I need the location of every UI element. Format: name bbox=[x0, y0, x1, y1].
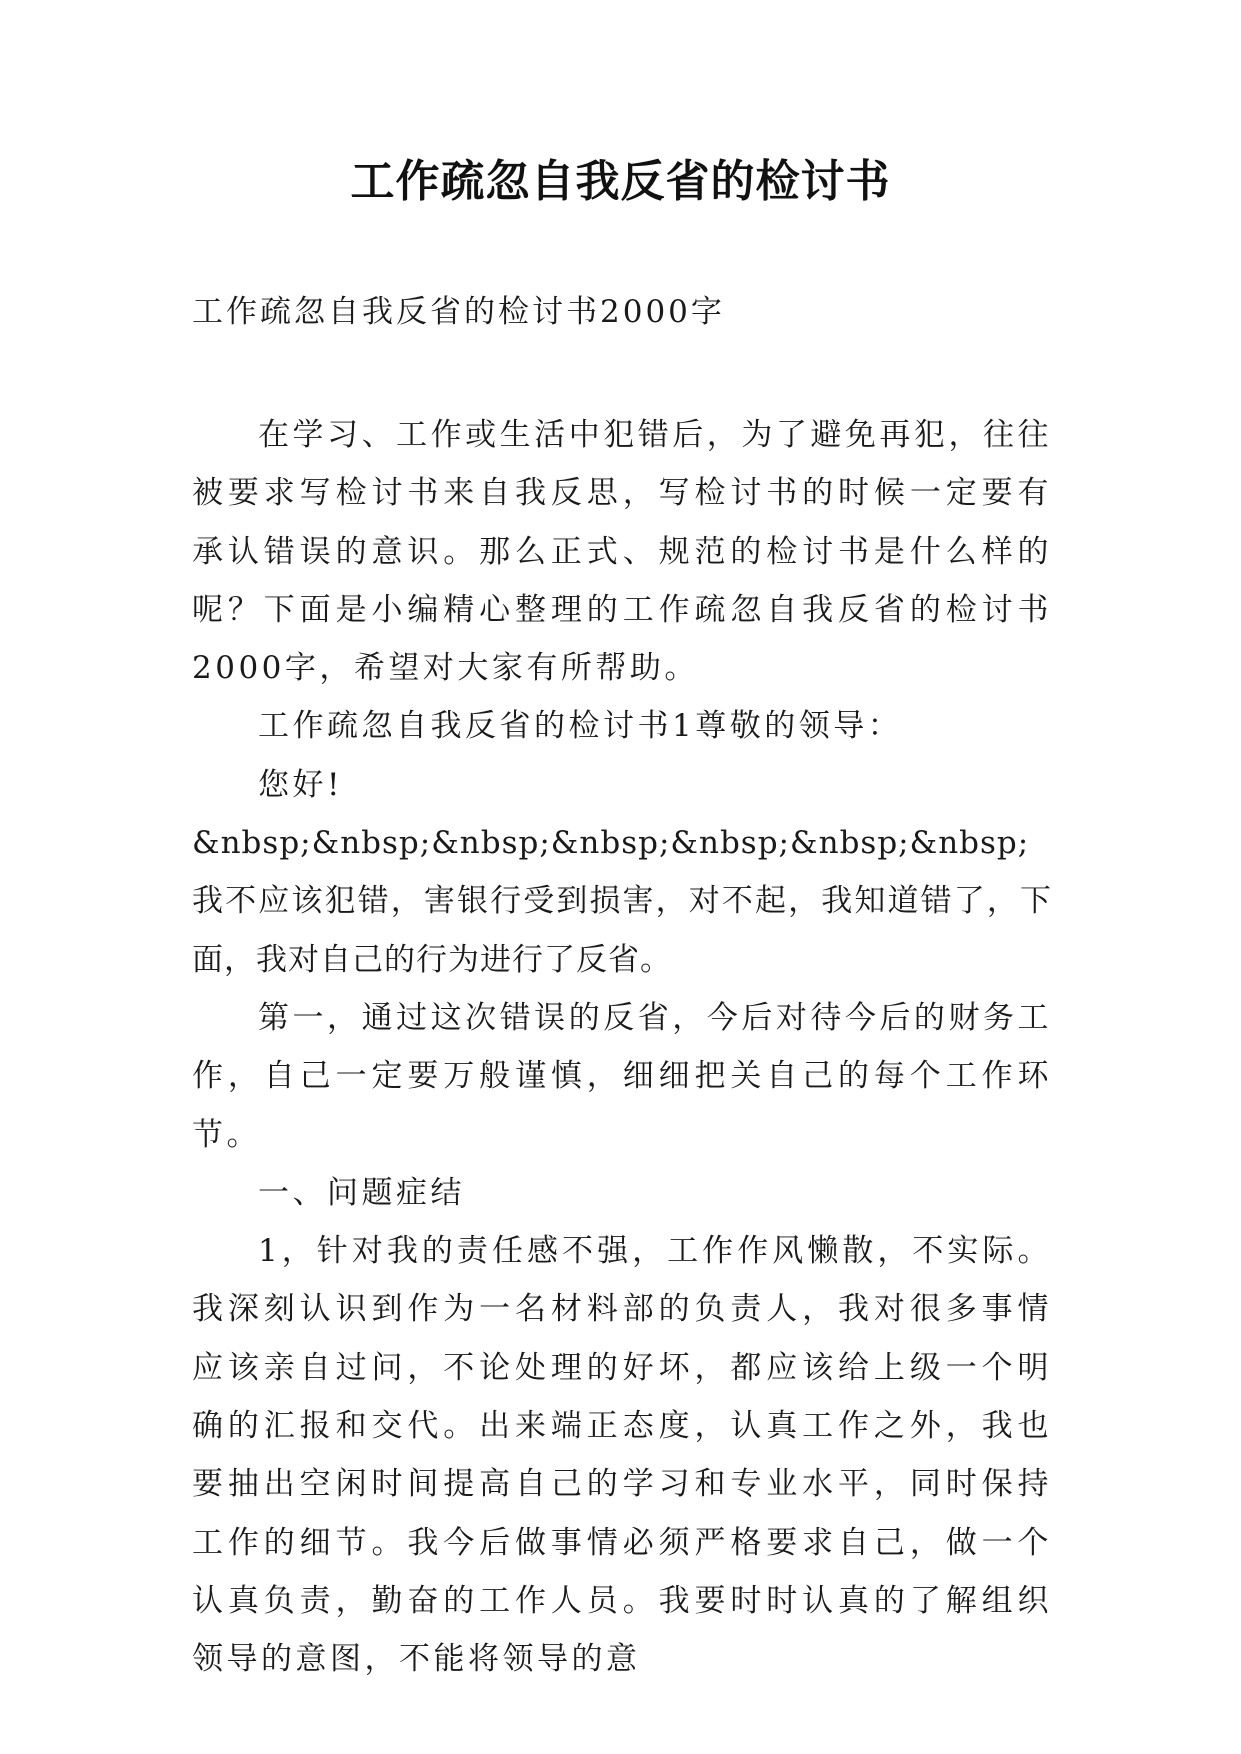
paragraph-problem-1: 1，针对我的责任感不强，工作作风懒散，不实际。我深刻认识到作为一名材料部的负责人，我对很多事情应该亲自过问，不论处理的好坏，都应该给上级一个明确的汇报和交代。出来端正态度，认真工作之外，我也要抽出空闲时间提高自己的学习和专业水平，同时保持工作的细节。我今后做事情必须严格要求自己，做一个认真负责，勤奋的工作人员。我要时时认真的了解组织领导的意图，不能将领导的意 bbox=[192, 1233, 1052, 1678]
document-body bbox=[192, 406, 1052, 1689]
paragraph-apology: &nbsp;&nbsp;&nbsp;&nbsp;&nbsp;&nbsp;&nbsp;我不应该犯错，害银行受到损害，对不起，我知道错了，下面，我对自己的行为进行了反省。 bbox=[192, 825, 1052, 978]
paragraph-greeting: 您好! bbox=[258, 766, 343, 803]
paragraph-intro: 在学习、工作或生活中犯错后，为了避免再犯，往往被要求写检讨书来自我反思，写检讨书的时候一定要有承认错误的意识。那么正式、规范的检讨书是什么样的呢？下面是小编精心整理的工作疏忽自我反省的检讨书2000字，希望对大家有所帮助。 bbox=[192, 417, 1052, 687]
document-title: 工作疏忽自我反省的检讨书 bbox=[350, 156, 891, 207]
paragraph-heading-1: 工作疏忽自我反省的检讨书1尊敬的领导： bbox=[258, 708, 903, 745]
paragraph-section-heading: 一、问题症结 bbox=[258, 1174, 465, 1211]
document-subtitle: 工作疏忽自我反省的检讨书2000字 bbox=[192, 294, 725, 330]
paragraph-first-point: 第一，通过这次错误的反省，今后对待今后的财务工作，自己一定要万般谨慎，细细把关自己的每个工作环节。 bbox=[192, 999, 1052, 1153]
